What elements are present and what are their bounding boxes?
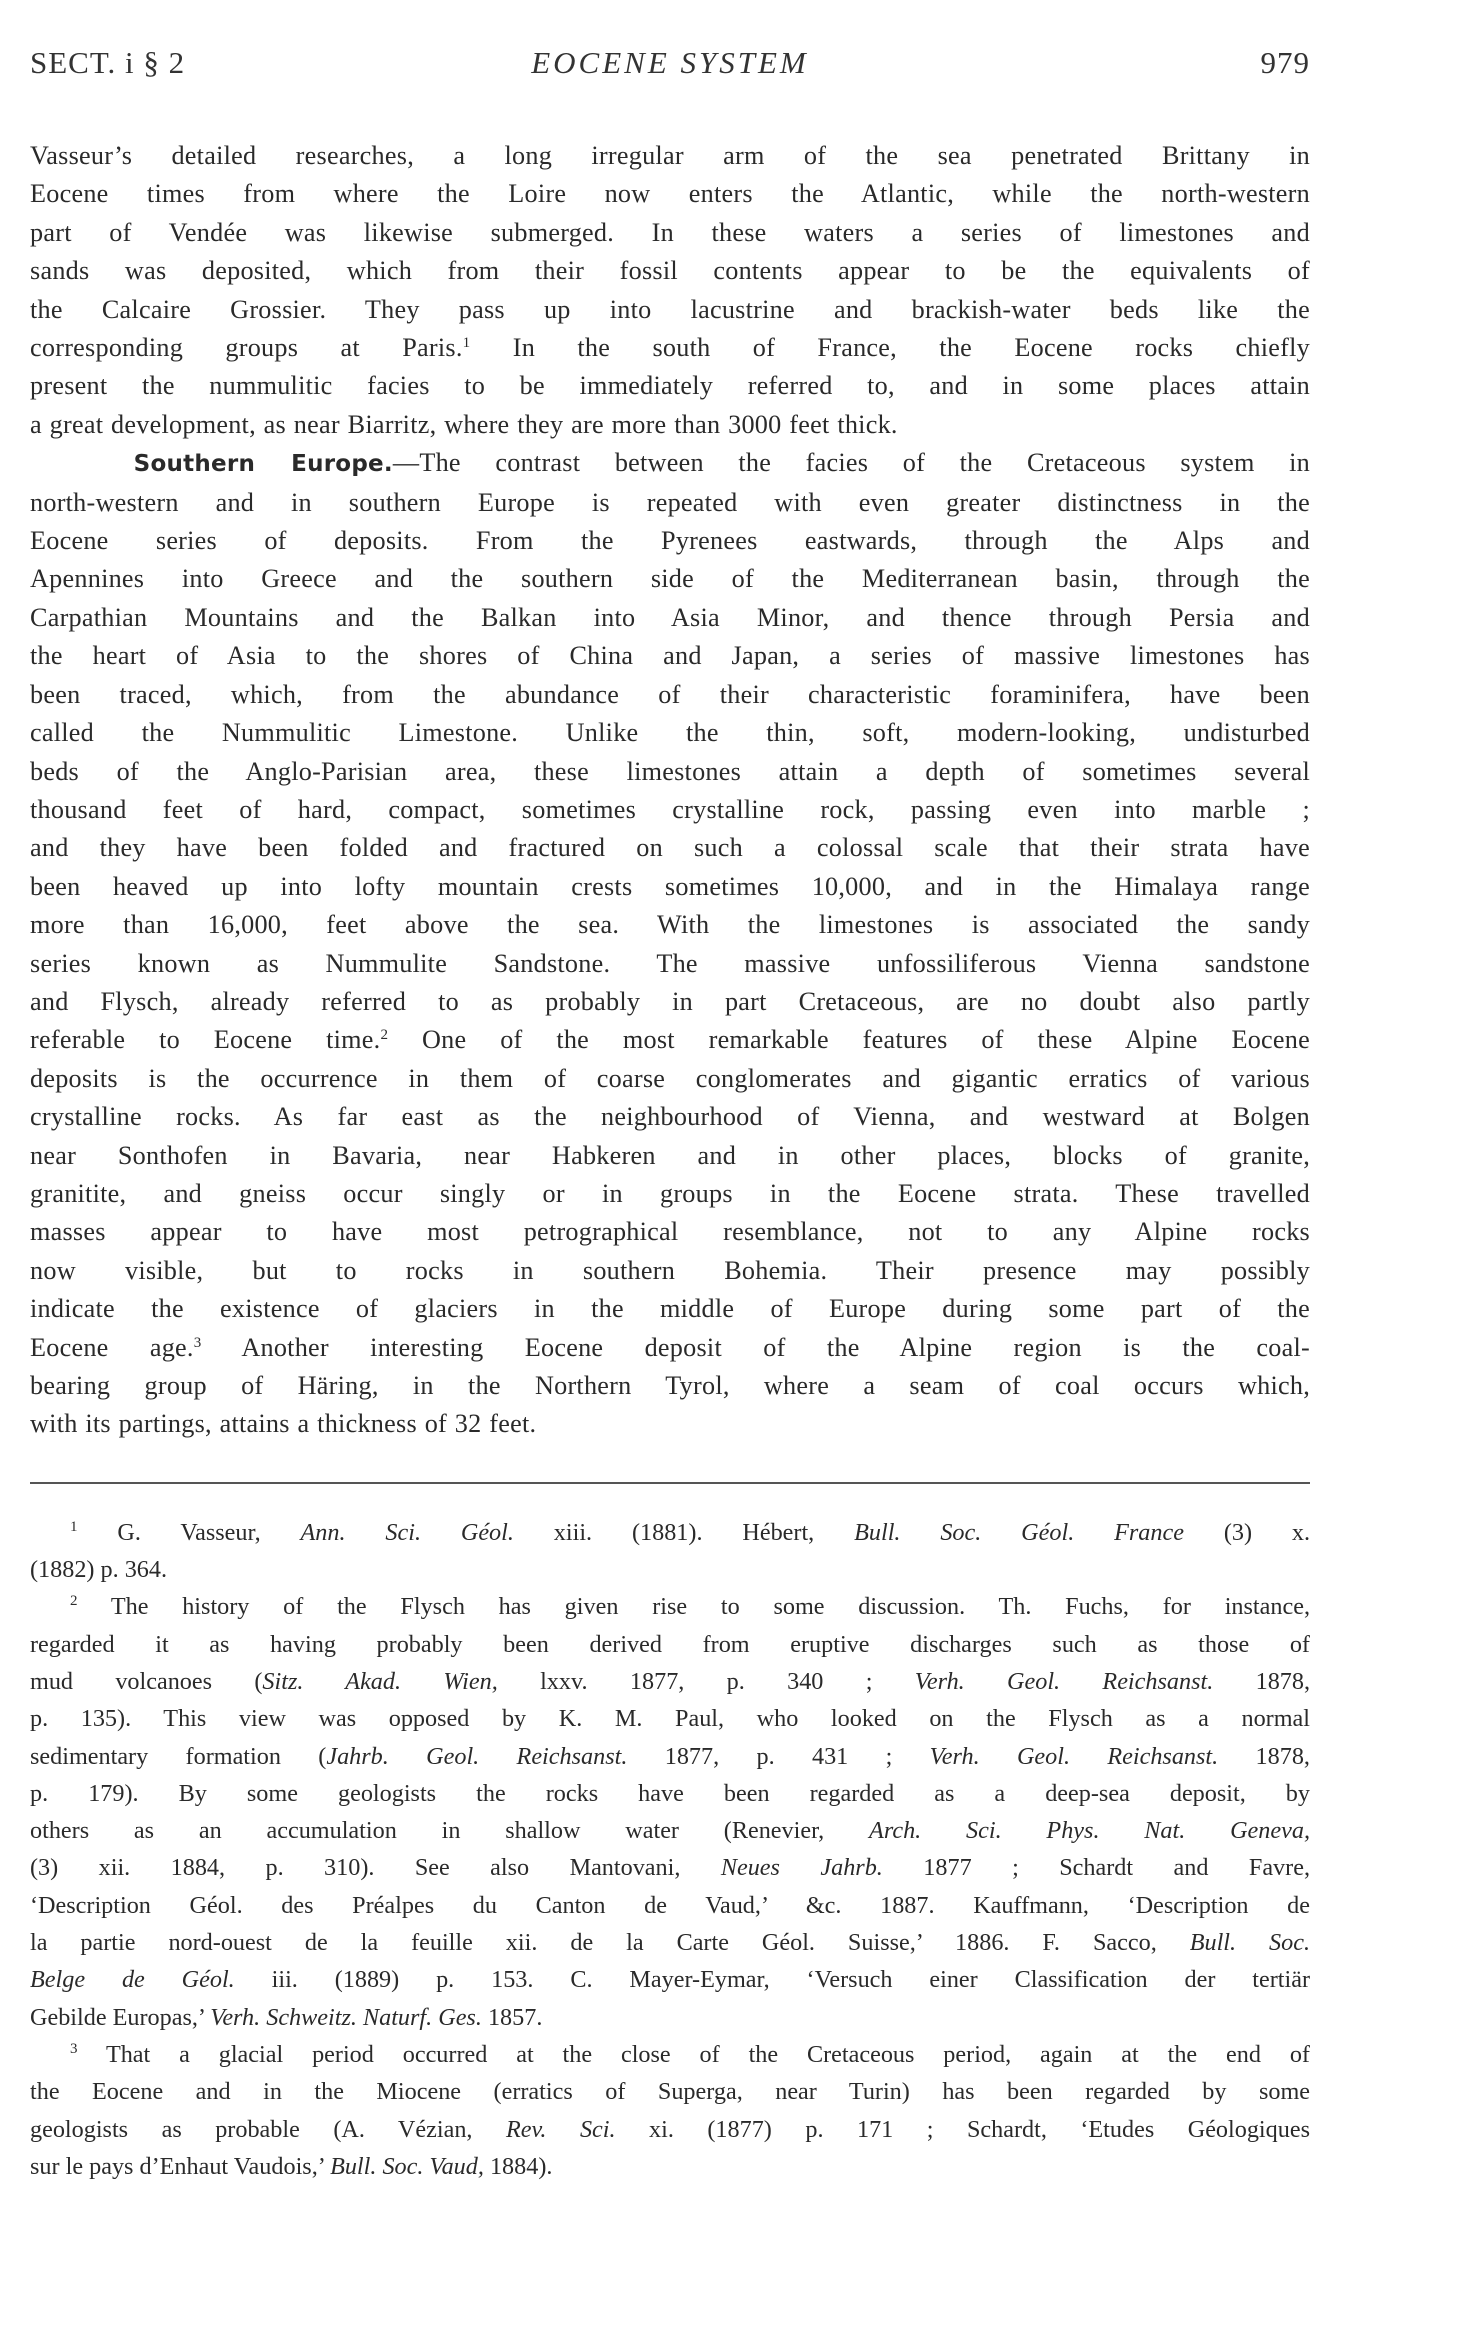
text-segment: —The contrast between the facies of the Cretaceous system in [392,448,1311,478]
text-line: near Sonthofen in Bavaria, near Habkeren and in other places, blocks of granite, [30,1140,1310,1170]
page [30,45,1310,2185]
text-line: with its partings, attains a thickness of 32 feet. [30,1409,537,1439]
footnote-line: regarded it as having probably been derived from eruptive discharges such as those of [30,1630,1310,1658]
text-line: called the Nummulitic Limestone. Unlike the thin, soft, modern-looking, undisturbed [30,718,1310,748]
text-line: Eocene times from where the Loire now enters the Atlantic, while the north-western [30,179,1310,209]
footnote-line: geologists as probable (A. Vézian, Rev. Sci. xi. (1877) p. 171 ; Schardt, ‘Etudes Géologiques [30,2115,1310,2143]
text-line: deposits is the occurrence in them of coarse conglomerates and gigantic erratics of various [30,1063,1310,1093]
footnote-line: others as an accumulation in shallow water (Renevier, Arch. Sci. Phys. Nat. Geneva, [30,1817,1310,1845]
footnote-line: Gebilde Europas,’ Verh. Schweitz. Naturf. Ges. 1857. [30,2003,543,2031]
footnote-ref[interactable]: 3 [193,1334,202,1351]
footnote-line: sur le pays d’Enhaut Vaudois,’ Bull. Soc. Vaud, 1884). [30,2152,553,2180]
text-line: and Flysch, already referred to as probably in part Cretaceous, are no doubt also partly [30,986,1310,1016]
text-line: and they have been folded and fractured on such a colossal scale that their strata have [30,833,1310,863]
text-line: granitite, and gneiss occur singly or in groups in the Eocene strata. These travelled [30,1178,1310,1208]
text-line: Vasseur’s detailed researches, a long irregular arm of the sea penetrated Brittany in [30,141,1310,170]
footnote-divider [30,1482,1310,1484]
text-line: the heart of Asia to the shores of China and Japan, a series of massive limestones has [30,641,1310,671]
text-line: been traced, which, from the abundance of their characteristic foraminifera, have been [30,679,1310,709]
text-line: been heaved up into lofty mountain crests sometimes 10,000, and in the Himalaya range [30,871,1310,901]
footnote-line: p. 179). By some geologists the rocks have been regarded as a deep-sea deposit, by [30,1779,1310,1807]
running-title: EOCENE SYSTEM [531,45,809,80]
footnotes [30,1514,1310,2185]
footnote-line: (3) xii. 1884, p. 310). See also Mantovani, Neues Jahrb. 1877 ; Schardt and Favre, [30,1854,1310,1882]
text-segment: In the south of France, the Eocene rocks chiefly [512,333,1310,363]
footnote-line: mud volcanoes (Sitz. Akad. Wien, lxxv. 1877, p. 340 ; Verh. Geol. Reichsanst. 1878, [30,1668,1311,1695]
text-line: north-western and in southern Europe is repeated with even greater distinctness in the [30,487,1310,517]
text-line [30,1021,1310,1059]
text-line: masses appear to have most petrographical resemblance, not to any Alpine rocks [30,1217,1310,1247]
text-line [30,444,1310,483]
section-heading: Southern Europe. [133,451,393,478]
footnote-mark: 1 [70,1518,78,1535]
footnote-mark: 2 [70,1593,78,1610]
text-line: more than 16,000, feet above the sea. With the limestones is associated the sandy [30,910,1310,940]
text-line: indicate the existence of glaciers in the middle of Europe during some part of the [30,1294,1310,1324]
text-segment: One of the most remarkable features of these Alpine Eocene [422,1025,1310,1055]
footnote-line: p. 135). This view was opposed by K. M. Paul, who looked on the Flysch as a normal [30,1705,1310,1733]
footnote-line: $^3$ That a glacial period occurred at the close of the Cretaceous period, again at the end of [70,2040,1310,2068]
footnote-line: ‘Description Géol. des Préalpes du Canton de Vaud,’ &c. 1887. Kauffmann, ‘Description de [30,1891,1310,1919]
footnote-ref[interactable]: 1 [462,335,471,352]
footnote-line: $^2$ The history of the Flysch has given rise to some discussion. Th. Fuchs, for instance, [70,1593,1310,1621]
text-line: a great development, as near Biarritz, where they are more than 3000 feet thick. [30,409,898,439]
text-line: Eocene series of deposits. From the Pyrenees eastwards, through the Alps and [30,526,1310,556]
footnote-line: the Eocene and in the Miocene (erratics of Superga, near Turin) has been regarded by some [30,2078,1310,2106]
text-segment: Eocene age. [30,1332,194,1362]
section-label: SECT. i § 2 [30,45,186,80]
text-line: thousand feet of hard, compact, sometimes crystalline rock, passing even into marble ; [30,794,1310,824]
text-segment: corresponding groups at Paris. [30,333,463,363]
main-text [30,137,1310,1444]
text-line: part of Vendée was likewise submerged. In these waters a series of limestones and [30,217,1310,247]
footnote-line: Belge de Géol. iii. (1889) p. 153. C. Mayer-Eymar, ‘Versuch einer Classification der tertiär [30,1966,1311,1994]
running-header [30,45,1310,85]
page-number: 979 [1260,45,1310,80]
text-line: present the nummulitic facies to be immediately referred to, and in some places attain [30,371,1310,401]
text-line: bearing group of Häring, in the Northern Tyrol, where a seam of coal occurs which, [30,1371,1310,1400]
footnote-line: $^1$ G. Vasseur, Ann. Sci. Géol. xiii. (1881). Hébert, Bull. Soc. Géol. France (3) x. [70,1518,1311,1546]
footnote-mark: 3 [70,2040,78,2057]
text-line: the Calcaire Grossier. They pass up into lacustrine and brackish-water beds like the [30,294,1310,324]
text-line: sands was deposited, which from their fossil contents appear to be the equivalents of [30,256,1310,286]
text-line: Carpathian Mountains and the Balkan into Asia Minor, and thence through Persia and [30,602,1310,632]
text-segment: referable to Eocene time. [30,1025,381,1055]
text-line: crystalline rocks. As far east as the neighbourhood of Vienna, and westward at Bolgen [30,1102,1310,1132]
footnote-line: la partie nord-ouest de la feuille xii. de la Carte Géol. Suisse,’ 1886. F. Sacco, Bull. Soc. [30,1929,1311,1957]
text-line: Apennines into Greece and the southern side of the Mediterranean basin, through the [30,564,1310,594]
text-line: now visible, but to rocks in southern Bohemia. Their presence may possibly [30,1255,1310,1285]
footnote-line: sedimentary formation (Jahrb. Geol. Reichsanst. 1877, p. 431 ; Verh. Geol. Reichsanst. 1878, [30,1742,1310,1770]
footnote-line: (1882) p. 364. [30,1556,168,1584]
text-line: series known as Nummulite Sandstone. The massive unfossiliferous Vienna sandstone [30,948,1310,978]
text-line: beds of the Anglo-Parisian area, these limestones attain a depth of sometimes several [30,756,1310,786]
text-line [30,1329,1310,1367]
text-segment: Another interesting Eocene deposit of the Alpine region is the coal- [241,1332,1311,1362]
footnote-ref[interactable]: 2 [380,1027,389,1044]
text-line [30,329,1310,367]
